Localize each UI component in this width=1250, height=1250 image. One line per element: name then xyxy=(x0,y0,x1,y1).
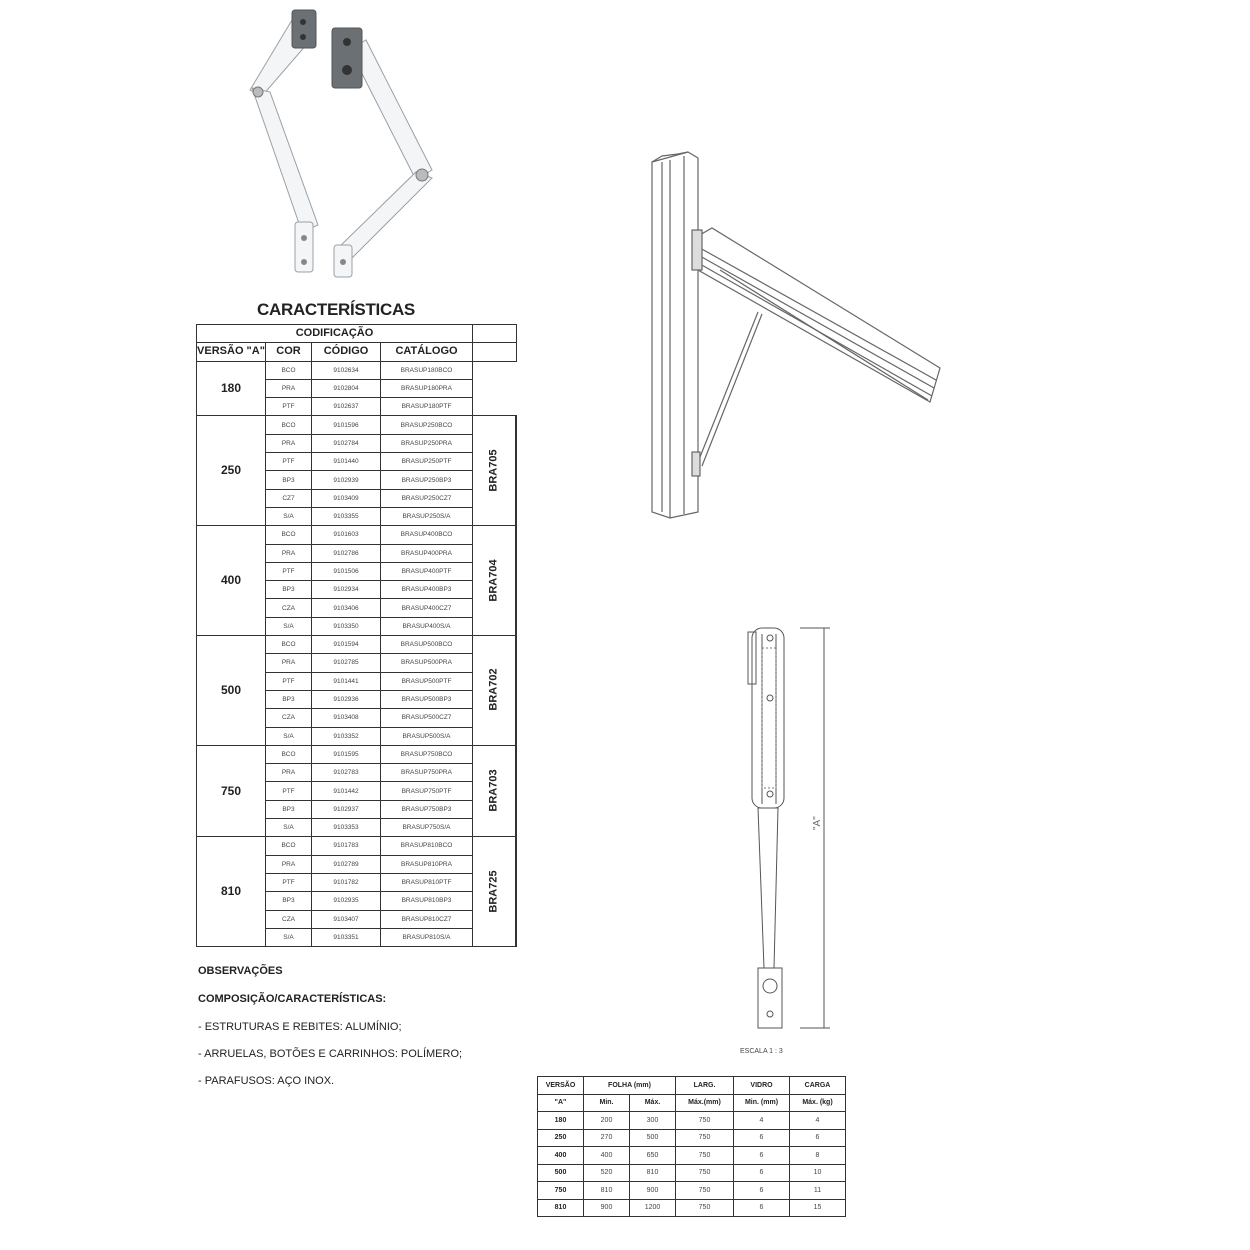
table-row xyxy=(197,745,517,763)
page-title: CARACTERÍSTICAS xyxy=(257,300,415,319)
spec-cell: 900 xyxy=(630,1182,676,1200)
color-cell: PRA xyxy=(266,434,312,452)
spec-version-cell: 750 xyxy=(538,1182,584,1200)
catalog-cell: BRASUP750PRA xyxy=(381,764,473,782)
code-cell: 9102634 xyxy=(312,361,381,379)
spec-cell: 15 xyxy=(790,1199,846,1217)
code-cell: 9101782 xyxy=(312,873,381,891)
code-cell: 9101783 xyxy=(312,837,381,855)
col-header-color: COR xyxy=(266,343,312,361)
spec-cell: 750 xyxy=(676,1129,734,1147)
catalog-cell: BRASUP250BP3 xyxy=(381,471,473,489)
catalog-cell: BRASUP250S/A xyxy=(381,507,473,525)
code-cell: 9102939 xyxy=(312,471,381,489)
arm-profile-drawing xyxy=(740,618,840,1038)
spec-cell: 10 xyxy=(790,1164,846,1182)
spec-cell: 300 xyxy=(630,1112,676,1130)
code-cell: 9101596 xyxy=(312,416,381,434)
spec-cell: 810 xyxy=(630,1164,676,1182)
catalog-cell: BRASUP750BP3 xyxy=(381,800,473,818)
code-cell: 9102783 xyxy=(312,764,381,782)
table-row xyxy=(538,1147,846,1165)
bra-reference: BRA703 xyxy=(487,769,500,812)
color-cell: CZA xyxy=(266,910,312,928)
color-cell: PTF xyxy=(266,672,312,690)
spec-subheader: Min. xyxy=(584,1094,630,1112)
table-row xyxy=(197,526,517,544)
catalog-cell: BRASUP810PRA xyxy=(381,855,473,873)
spec-cell: 810 xyxy=(584,1182,630,1200)
color-cell: BCO xyxy=(266,837,312,855)
code-cell: 9103350 xyxy=(312,617,381,635)
spec-cell: 6 xyxy=(734,1147,790,1165)
version-cell: 400 xyxy=(197,526,266,636)
col-header-catalog: CATÁLOGO xyxy=(381,343,473,361)
catalog-cell: BRASUP400BP3 xyxy=(381,581,473,599)
spec-cell: 4 xyxy=(734,1112,790,1130)
spec-cell: 6 xyxy=(734,1199,790,1217)
spec-cell: 520 xyxy=(584,1164,630,1182)
spec-header-version: VERSÃO xyxy=(538,1077,584,1095)
code-cell: 9102784 xyxy=(312,434,381,452)
spec-version-cell: 400 xyxy=(538,1147,584,1165)
table-row xyxy=(538,1182,846,1200)
spec-cell: 900 xyxy=(584,1199,630,1217)
code-cell: 9103409 xyxy=(312,489,381,507)
spec-cell: 1200 xyxy=(630,1199,676,1217)
catalog-cell: BRASUP500S/A xyxy=(381,727,473,745)
color-cell: BCO xyxy=(266,526,312,544)
spec-header-larg: LARG. xyxy=(676,1077,734,1095)
composition-heading: COMPOSIÇÃO/CARACTERÍSTICAS: xyxy=(198,993,387,1005)
spec-cell: 270 xyxy=(584,1129,630,1147)
bra-reference: BRA725 xyxy=(487,870,500,913)
spec-subheader: Máx. xyxy=(630,1094,676,1112)
version-cell: 500 xyxy=(197,636,266,746)
version-cell: 810 xyxy=(197,837,266,947)
catalog-cell: BRASUP810S/A xyxy=(381,928,473,946)
catalog-cell: BRASUP500PRA xyxy=(381,654,473,672)
spec-version-cell: 810 xyxy=(538,1199,584,1217)
code-cell: 9101506 xyxy=(312,562,381,580)
color-cell: BCO xyxy=(266,636,312,654)
spec-subheader: Máx. (kg) xyxy=(790,1094,846,1112)
version-cell: 750 xyxy=(197,745,266,836)
observation-item: - ESTRUTURAS E REBITES: ALUMÍNIO; xyxy=(198,1021,402,1033)
spec-subheader: Min. (mm) xyxy=(734,1094,790,1112)
spec-cell: 6 xyxy=(790,1129,846,1147)
observation-item: - ARRUELAS, BOTÕES E CARRINHOS: POLÍMERO; xyxy=(198,1048,463,1060)
catalog-cell: BRASUP500BCO xyxy=(381,636,473,654)
codification-table xyxy=(196,324,517,947)
spec-cell: 500 xyxy=(630,1129,676,1147)
table-row xyxy=(197,361,517,379)
color-cell: CZ7 xyxy=(266,489,312,507)
catalog-cell: BRASUP810BCO xyxy=(381,837,473,855)
color-cell: BCO xyxy=(266,361,312,379)
code-cell: 9102937 xyxy=(312,800,381,818)
spec-subheader: "A" xyxy=(538,1094,584,1112)
spec-cell: 750 xyxy=(676,1147,734,1165)
color-cell: PRA xyxy=(266,855,312,873)
spec-cell: 200 xyxy=(584,1112,630,1130)
spec-header-folha: FOLHA (mm) xyxy=(584,1077,676,1095)
catalog-cell: BRASUP810PTF xyxy=(381,873,473,891)
spec-cell: 6 xyxy=(734,1129,790,1147)
code-cell: 9103355 xyxy=(312,507,381,525)
color-cell: PTF xyxy=(266,562,312,580)
col-header-code: CÓDIGO xyxy=(312,343,381,361)
color-cell: S/A xyxy=(266,507,312,525)
scale-label: ESCALA 1 : 3 xyxy=(740,1048,783,1055)
catalog-cell: BRASUP750BCO xyxy=(381,745,473,763)
color-cell: BP3 xyxy=(266,471,312,489)
color-cell: BCO xyxy=(266,416,312,434)
code-cell: 9103351 xyxy=(312,928,381,946)
spec-cell: 750 xyxy=(676,1164,734,1182)
observation-item: - PARAFUSOS: AÇO INOX. xyxy=(198,1075,335,1087)
color-cell: PRA xyxy=(266,379,312,397)
catalog-cell: BRASUP250CZ7 xyxy=(381,489,473,507)
color-cell: BCO xyxy=(266,745,312,763)
spec-cell: 6 xyxy=(734,1182,790,1200)
catalog-cell: BRASUP750PTF xyxy=(381,782,473,800)
spec-version-cell: 180 xyxy=(538,1112,584,1130)
color-cell: S/A xyxy=(266,727,312,745)
table-row xyxy=(197,416,517,434)
code-cell: 9102934 xyxy=(312,581,381,599)
catalog-cell: BRASUP400PRA xyxy=(381,544,473,562)
table-row xyxy=(197,837,517,855)
code-cell: 9102935 xyxy=(312,892,381,910)
color-cell: CZA xyxy=(266,709,312,727)
catalog-cell: BRASUP750S/A xyxy=(381,819,473,837)
catalog-cell: BRASUP500BP3 xyxy=(381,690,473,708)
code-cell: 9101594 xyxy=(312,636,381,654)
spec-cell: 4 xyxy=(790,1112,846,1130)
color-cell: BP3 xyxy=(266,892,312,910)
spec-cell: 400 xyxy=(584,1147,630,1165)
code-cell: 9101442 xyxy=(312,782,381,800)
color-cell: PTF xyxy=(266,873,312,891)
version-cell: 180 xyxy=(197,361,266,416)
catalog-cell: BRASUP180PRA xyxy=(381,379,473,397)
spec-header-vidro: VIDRO xyxy=(734,1077,790,1095)
table-row xyxy=(197,636,517,654)
spec-header-carga: CARGA xyxy=(790,1077,846,1095)
code-cell: 9102804 xyxy=(312,379,381,397)
catalog-cell: BRASUP250BCO xyxy=(381,416,473,434)
color-cell: PTF xyxy=(266,398,312,416)
spec-cell: 11 xyxy=(790,1182,846,1200)
spec-cell: 8 xyxy=(790,1147,846,1165)
catalog-cell: BRASUP400PTF xyxy=(381,562,473,580)
table-row xyxy=(538,1199,846,1217)
code-cell: 9101441 xyxy=(312,672,381,690)
dimension-label: "A" xyxy=(812,816,823,830)
catalog-cell: BRASUP500CZ7 xyxy=(381,709,473,727)
code-cell: 9102785 xyxy=(312,654,381,672)
catalog-cell: BRASUP180PTF xyxy=(381,398,473,416)
codification-header: CODIFICAÇÃO xyxy=(197,325,473,343)
installation-drawing xyxy=(640,140,950,520)
spec-cell: 750 xyxy=(676,1182,734,1200)
color-cell: S/A xyxy=(266,928,312,946)
color-cell: PTF xyxy=(266,453,312,471)
color-cell: S/A xyxy=(266,819,312,837)
product-photo-arms xyxy=(240,0,490,290)
color-cell: BP3 xyxy=(266,690,312,708)
bra-reference: BRA702 xyxy=(487,668,500,712)
observations-heading: OBSERVAÇÕES xyxy=(198,965,283,977)
catalog-cell: BRASUP180BCO xyxy=(381,361,473,379)
code-cell: 9102936 xyxy=(312,690,381,708)
color-cell: BP3 xyxy=(266,581,312,599)
table-row xyxy=(538,1129,846,1147)
code-cell: 9101595 xyxy=(312,745,381,763)
col-header-version: VERSÃO "A" xyxy=(197,343,266,361)
table-row xyxy=(538,1112,846,1130)
code-cell: 9101603 xyxy=(312,526,381,544)
code-cell: 9103406 xyxy=(312,599,381,617)
spec-cell: 6 xyxy=(734,1164,790,1182)
bra-reference: BRA705 xyxy=(487,449,500,492)
color-cell: PTF xyxy=(266,782,312,800)
code-cell: 9103353 xyxy=(312,819,381,837)
table-row xyxy=(538,1164,846,1182)
code-cell: 9102786 xyxy=(312,544,381,562)
catalog-cell: BRASUP810CZ7 xyxy=(381,910,473,928)
catalog-cell: BRASUP400BCO xyxy=(381,526,473,544)
color-cell: S/A xyxy=(266,617,312,635)
catalog-cell: BRASUP810BP3 xyxy=(381,892,473,910)
color-cell: PRA xyxy=(266,654,312,672)
catalog-cell: BRASUP500PTF xyxy=(381,672,473,690)
spec-version-cell: 500 xyxy=(538,1164,584,1182)
spec-version-cell: 250 xyxy=(538,1129,584,1147)
code-cell: 9101440 xyxy=(312,453,381,471)
spec-cell: 650 xyxy=(630,1147,676,1165)
spec-cell: 750 xyxy=(676,1112,734,1130)
code-cell: 9102789 xyxy=(312,855,381,873)
color-cell: BP3 xyxy=(266,800,312,818)
catalog-cell: BRASUP250PRA xyxy=(381,434,473,452)
catalog-cell: BRASUP250PTF xyxy=(381,453,473,471)
spec-subheader: Máx.(mm) xyxy=(676,1094,734,1112)
color-cell: PRA xyxy=(266,544,312,562)
spec-cell: 750 xyxy=(676,1199,734,1217)
catalog-cell: BRASUP400CZ7 xyxy=(381,599,473,617)
color-cell: PRA xyxy=(266,764,312,782)
code-cell: 9103352 xyxy=(312,727,381,745)
code-cell: 9102637 xyxy=(312,398,381,416)
code-cell: 9103408 xyxy=(312,709,381,727)
catalog-cell: BRASUP400S/A xyxy=(381,617,473,635)
color-cell: CZA xyxy=(266,599,312,617)
spec-table xyxy=(537,1076,846,1217)
version-cell: 250 xyxy=(197,416,266,526)
bra-reference: BRA704 xyxy=(487,559,500,602)
code-cell: 9103407 xyxy=(312,910,381,928)
